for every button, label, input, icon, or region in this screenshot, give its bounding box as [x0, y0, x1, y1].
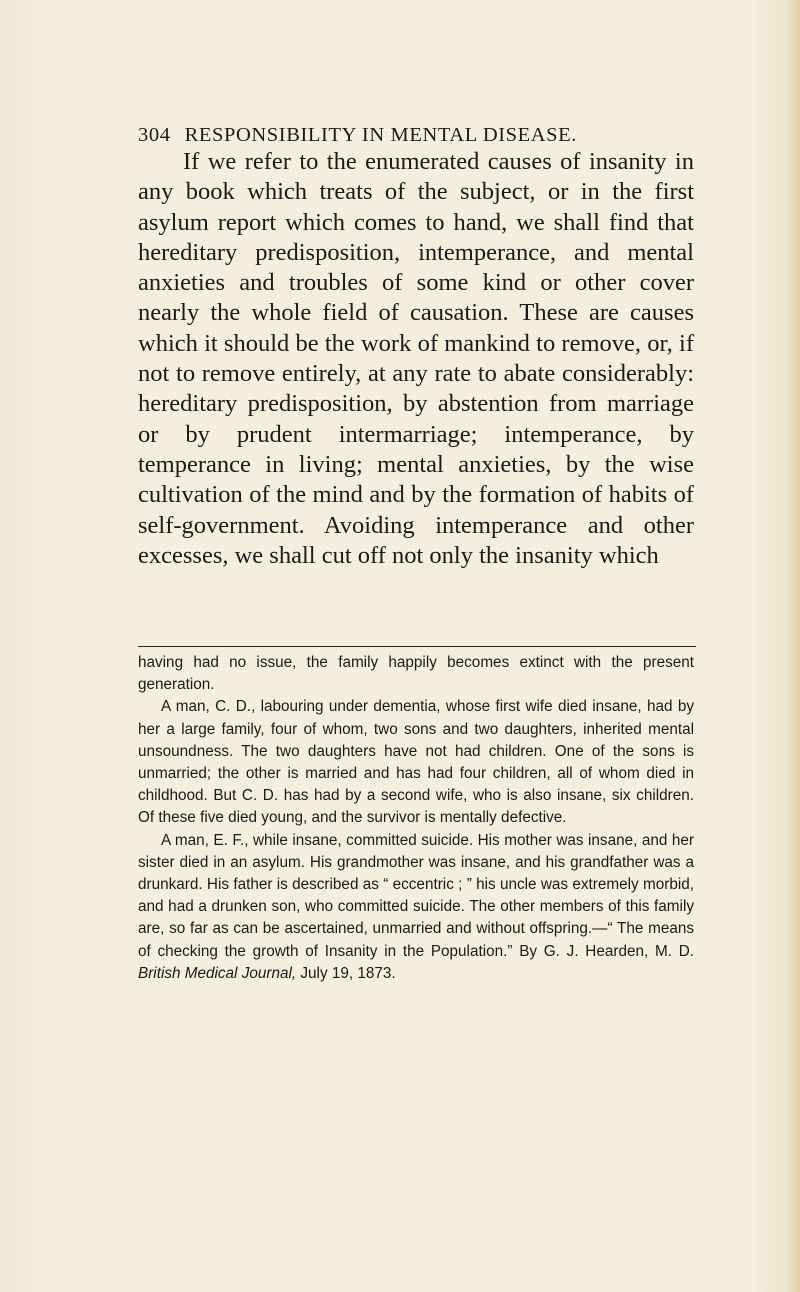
- main-text: [138, 147, 694, 571]
- footnote-divider: [138, 646, 696, 647]
- page-number: 304: [138, 124, 171, 146]
- citation-journal: British Medical Journal,: [138, 964, 297, 982]
- footnote: [138, 652, 694, 985]
- footnote-case-2-text: A man, E. F., while insane, committed suicide. His mother was insane, and her sister died in an asylum. His grandmother was insane, and his grandfather was a drunkard. His father is described as “ eccentric ; ” his uncle was extremely morbid, and had a drunken son, who committed suicide. The other members of this family are, so far as can be ascertained, unmarried and without offspring.—“ The means of checking the growth of Insanity in the Population.” By G. J. Hearden, M. D.: [138, 831, 694, 960]
- footnote-case-1: A man, C. D., labouring under dementia, whose first wife died insane, had by her a large family, four of whom, two sons and two daughters, inherited mental unsoundness. The two daughters have not had children. One of the sons is unmarried; the other is married and has had four children, all of whom died in childhood. But C. D. has had by a second wife, who is also insane, six children. Of these five died young, and the survivor is mentally defective.: [138, 698, 694, 827]
- citation-date: July 19, 1873.: [300, 964, 396, 982]
- page-edge-shadow: [786, 0, 800, 1292]
- running-title: RESPONSIBILITY IN MENTAL DISEASE.: [184, 124, 578, 146]
- running-header: [138, 124, 698, 147]
- footnote-continuation: having had no issue, the family happily becomes extinct with the present generation.: [138, 654, 694, 694]
- body-paragraph: If we refer to the enumerated causes of insanity in any book which treats of the subject, or in the first asylum report which comes to hand, we shall find that hereditary predisposition, intemperance, and mental anxieties and troubles of some kind or other cover nearly the whole field of causation. These are causes which it should be the work of mankind to remove, or, if not to remove entirely, at any rate to abate considerably: hereditary predisposition, by abstention from marriage or by prudent intermarriage; intemperance, by temperance in living; mental anxieties, by the wise cultivation of the mind and by the formation of habits of self-government. Avoiding intemperance and other excesses, we shall cut off not only the insanity which: [138, 148, 694, 569]
- footnote-case-2: [138, 830, 694, 985]
